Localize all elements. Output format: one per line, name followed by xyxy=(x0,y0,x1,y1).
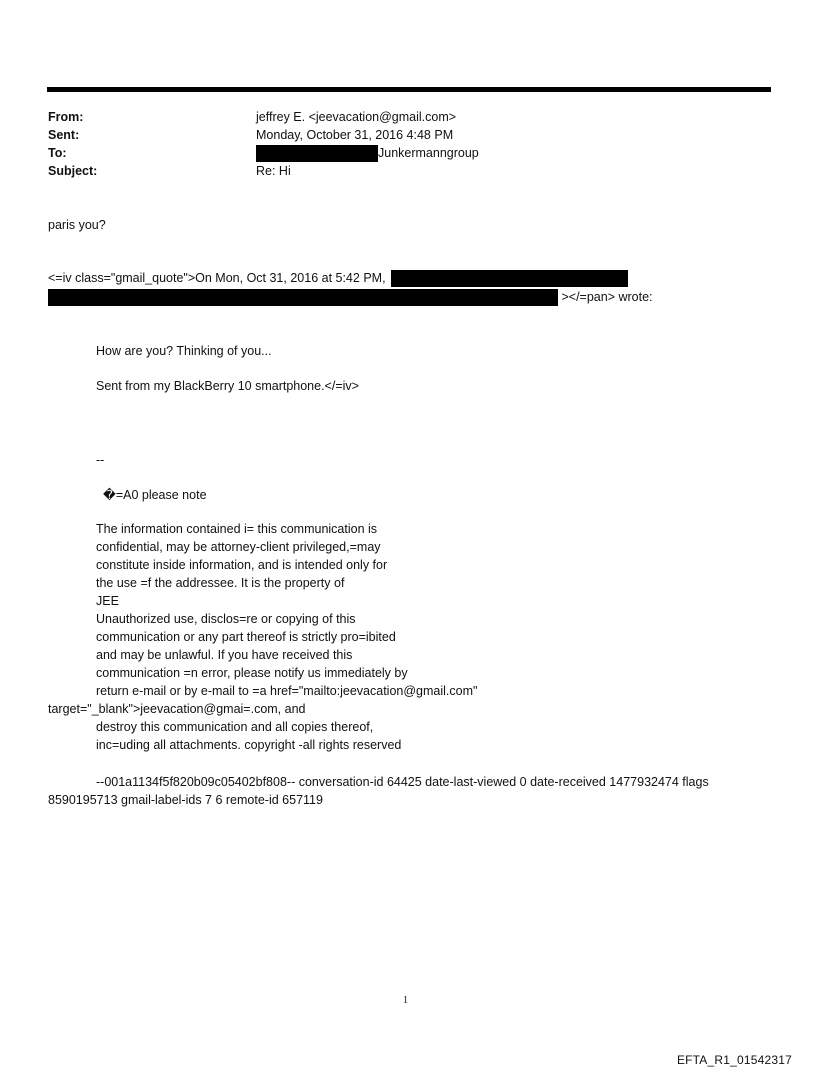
quote-line-1 xyxy=(48,269,628,287)
redaction-block xyxy=(48,289,558,306)
to-value: Junkermanngroup xyxy=(378,146,479,160)
disclaimer-line: The information contained i= this communication is xyxy=(96,522,378,536)
disclaimer-line: the use =f the addressee. It is the property of xyxy=(96,576,345,590)
to-value-wrap xyxy=(256,144,479,162)
quote-line-1-text: <=iv class="gmail_quote">On Mon, Oct 31, 2016 at 5:42 PM, xyxy=(48,271,386,285)
page-number: 1 xyxy=(403,995,408,1006)
from-value: jeffrey E. <jeevacation@gmail.com> xyxy=(256,110,457,124)
to-label: To: xyxy=(48,146,67,160)
metadata-line-1: --001a1134f5f820b09c05402bf808-- conversation-id 64425 date-last-viewed 0 date-received 1477932474 flags xyxy=(96,775,709,789)
please-note-text: �=A0 please note xyxy=(103,488,207,502)
disclaimer-line: destroy this communication and all copies thereof, xyxy=(96,720,374,734)
subject-label: Subject: xyxy=(48,164,98,178)
signature-dashes: -- xyxy=(96,453,105,467)
disclaimer-line: and may be unlawful. If you have received this xyxy=(96,648,353,662)
disclaimer-line: return e-mail or by e-mail to =a href="mailto:jeevacation@gmail.com" xyxy=(96,684,478,698)
disclaimer-line: JEE xyxy=(96,594,119,608)
disclaimer-line: constitute inside information, and is intended only for xyxy=(96,558,388,572)
quoted-message-2: Sent from my BlackBerry 10 smartphone.</=iv> xyxy=(96,379,359,393)
disclaimer-line: Unauthorized use, disclos=re or copying of this xyxy=(96,612,356,626)
disclaimer-line: communication or any part thereof is strictly pro=ibited xyxy=(96,630,396,644)
header-rule xyxy=(47,87,771,92)
quote-line-2-text: ></=pan> wrote: xyxy=(561,290,653,304)
redaction-block xyxy=(391,270,628,287)
sent-label: Sent: xyxy=(48,128,80,142)
disclaimer-line: inc=uding all attachments. copyright -all rights reserved xyxy=(96,738,402,752)
redaction-block xyxy=(256,145,378,162)
sent-value: Monday, October 31, 2016 4:48 PM xyxy=(256,128,454,142)
subject-value: Re: Hi xyxy=(256,164,291,178)
greeting-text: paris you? xyxy=(48,218,106,232)
disclaimer-line: confidential, may be attorney-client privileged,=may xyxy=(96,540,381,554)
from-label: From: xyxy=(48,110,84,124)
disclaimer-outdent-line: target="_blank">jeevacation@gmai=.com, and xyxy=(48,702,306,716)
quoted-message-1: How are you? Thinking of you... xyxy=(96,344,272,358)
quote-line-2 xyxy=(48,288,653,306)
metadata-line-2: 8590195713 gmail-label-ids 7 6 remote-id 657119 xyxy=(48,793,323,807)
disclaimer-line: communication =n error, please notify us immediately by xyxy=(96,666,408,680)
document-id: EFTA_R1_01542317 xyxy=(676,1053,792,1067)
